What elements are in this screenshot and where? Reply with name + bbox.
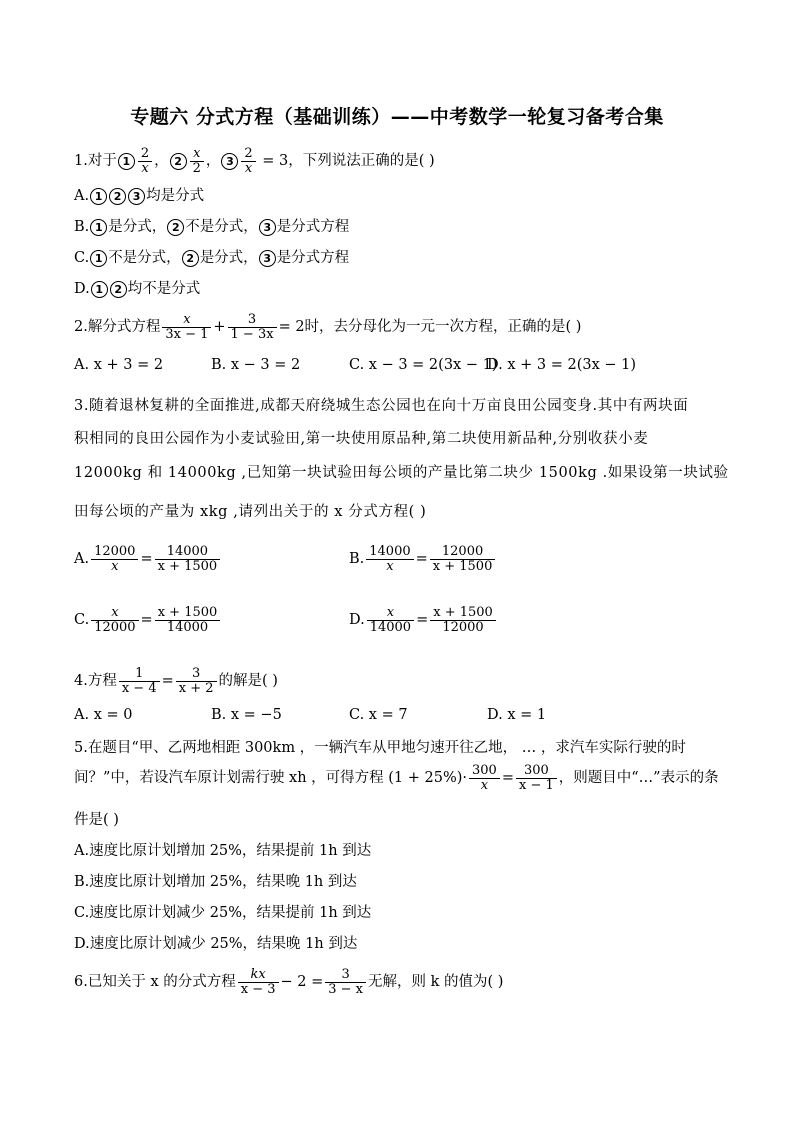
question-1-option-a: A. 1 2 3 均是分式	[74, 188, 205, 204]
question-2-option-a: A. x + 3 = 2	[74, 357, 164, 373]
question-2-option-b: B. x − 3 = 2	[211, 357, 301, 373]
question-1-option-d: D. 1 2 均不是分式	[74, 281, 201, 297]
fraction: $\frac{2}{x}$	[138, 147, 152, 175]
question-5-line-2: 间？”中，若设汽车原计划需行驶 xh ，可得方程 (1 + 25%)· $\frac{300}{x}$ = $\frac{300}{x - 1}$ ，则题目中“…”表示的条	[74, 763, 719, 793]
question-3-option-b: B. $\frac{14000}{x}$ = $\frac{12000}{x + 1500}$	[349, 545, 497, 573]
question-5-line-3: 件是( )	[74, 812, 119, 828]
circled-number-3: 3	[221, 153, 238, 170]
question-6-stem: 6.已知关于 x 的分式方程 $\frac{kx}{x - 3}$ − 2 = $\frac{3}{3 - x}$ 无解，则 k 的值为( )	[74, 967, 504, 997]
question-4-option-a: A. x = 0	[74, 707, 133, 723]
question-5-option-c: C.速度比原计划减少 25%，结果提前 1h 到达	[74, 905, 372, 921]
question-5-line-1: 5.在题目“甲、乙两地相距 300km ，一辆汽车从甲地匀速开往乙地， … ，求汽车实际行驶的时	[74, 740, 686, 756]
question-3-option-a: A. $\frac{12000}{x}$ = $\frac{14000}{x + 1500}$	[74, 545, 222, 573]
question-4-option-c: C. x = 7	[349, 707, 408, 723]
question-5-option-b: B.速度比原计划增加 25%，结果晚 1h 到达	[74, 874, 357, 890]
page-title: 专题六 分式方程（基础训练）——中考数学一轮复习备考合集	[130, 106, 664, 128]
question-2-stem: 2.解分式方程 $\frac{x}{3x - 1}$ + $\frac{3}{1 - 3x}$ = 2时，去分母化为一元一次方程，正确的是( )	[74, 312, 582, 342]
question-1-stem: 1.对于 1 $\frac{2}{x}$ ， 2 $\frac{x}{2}$ ， 3 $\frac{2}{x}$ = 3，下列说法正确的是( )	[74, 146, 435, 176]
question-4-option-b: B. x = −5	[211, 707, 282, 723]
fraction: $\frac{2}{x}$	[241, 147, 255, 175]
question-3-option-c: C. $\frac{x}{12000}$ = $\frac{x + 1500}{14000}$	[74, 606, 222, 634]
circled-number-1: 1	[118, 153, 135, 170]
question-4-option-d: D. x = 1	[487, 707, 547, 723]
question-1-option-c: C. 1 不是分式， 2 是分式， 3 是分式方程	[74, 250, 350, 266]
fraction: $\frac{x}{2}$	[190, 147, 204, 175]
circled-number-2: 2	[170, 153, 187, 170]
question-2-option-d: D. x + 3 = 2(3x − 1)	[487, 357, 637, 373]
question-3-option-d: D. $\frac{x}{14000}$ = $\frac{x + 1500}{12000}$	[349, 606, 498, 634]
question-2-option-c: C. x − 3 = 2(3x − 1)	[349, 357, 498, 373]
question-3-line-3: 12000kg 和 14000kg ,已知第一块试验田每公顷的产量比第二块少 1500kg .如果设第一块试验	[74, 465, 729, 481]
question-3-line-1: 3.随着退林复耕的全面推进,成都天府绕城生态公园也在向十万亩良田公园变身.其中有两块面	[74, 398, 689, 414]
question-3-line-2: 积相同的良田公园作为小麦试验田,第一块使用原品种,第二块使用新品种,分别收获小麦	[74, 431, 649, 447]
question-1-option-b: B. 1 是分式， 2 不是分式， 3 是分式方程	[74, 219, 350, 235]
fraction: $\frac{x}{3x - 1}$	[162, 313, 211, 341]
question-5-option-a: A.速度比原计划增加 25%，结果提前 1h 到达	[74, 843, 372, 859]
question-5-option-d: D.速度比原计划减少 25%，结果晚 1h 到达	[74, 936, 358, 952]
question-3-line-4: 田每公顷的产量为 xkg ,请列出关于的 x 分式方程( )	[74, 504, 427, 520]
fraction: $\frac{3}{1 - 3x}$	[228, 313, 277, 341]
question-4-stem: 4.方程 $\frac{1}{x - 4}$ = $\frac{3}{x + 2}$ 的解是( )	[74, 666, 278, 696]
